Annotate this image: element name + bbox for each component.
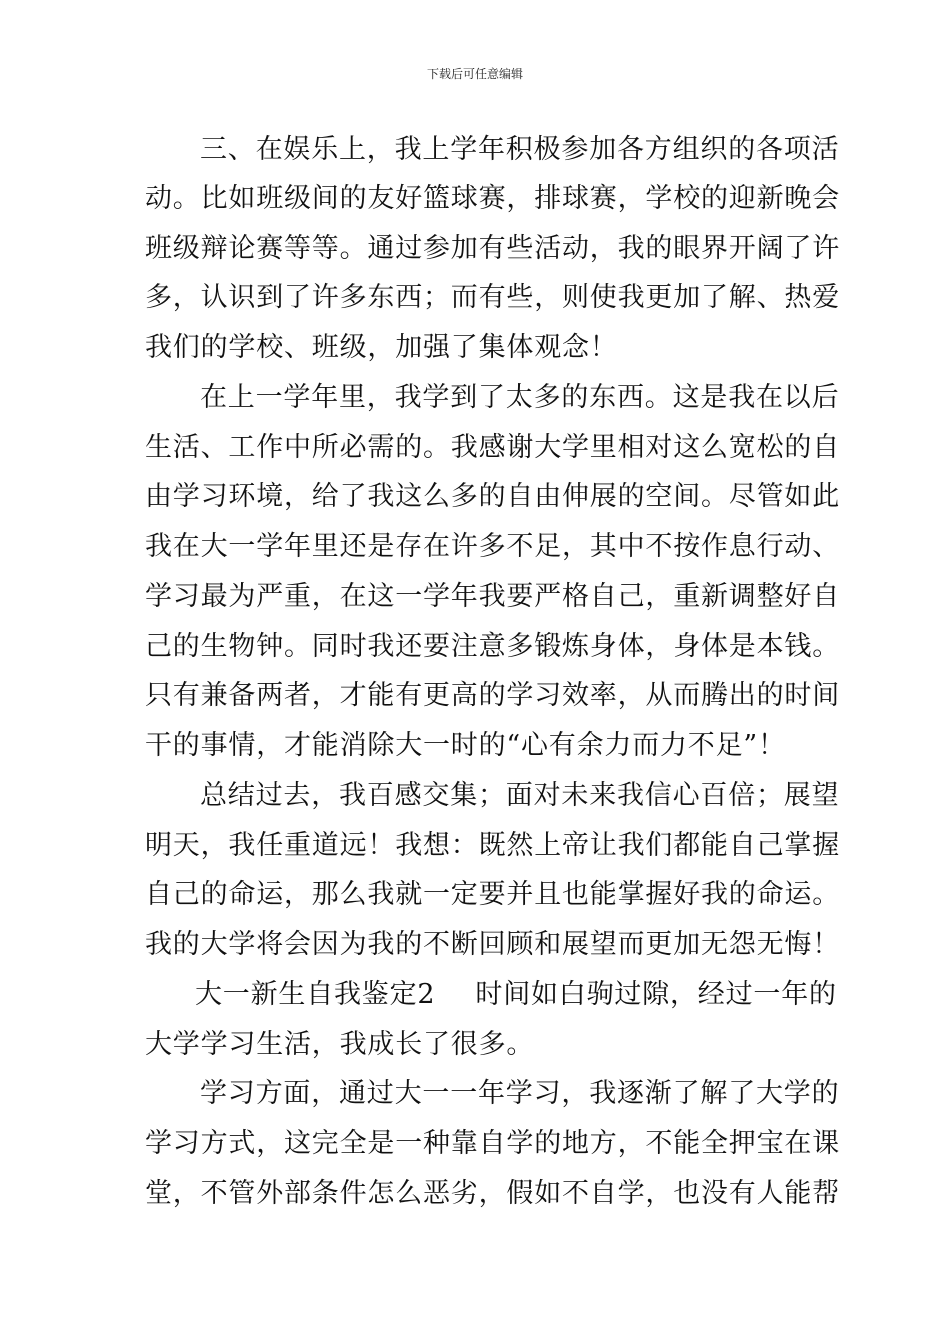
body-line-21: 学习方式，这完全是一种靠自学的地方，不能全押宝在课: [145, 1128, 840, 1159]
body-line-1: 三、在娱乐上，我上学年积极参加各方组织的各项活: [200, 134, 840, 165]
body-line-17: 我的大学将会因为我的不断回顾和展望而更加无怨无悔！: [145, 929, 840, 960]
body-line-10: 学习最为严重，在这一学年我要严格自己，重新调整好自: [145, 581, 840, 612]
body-line-22: 堂，不管外部条件怎么恶劣，假如不自学，也没有人能帮: [145, 1178, 840, 1209]
body-line-20: 学习方面，通过大一一年学习，我逐渐了解了大学的: [200, 1078, 840, 1109]
body-line-18: [195, 978, 837, 1012]
body-line-14: 总结过去，我百感交集；面对未来我信心百倍；展望: [200, 780, 840, 811]
section-lead-text: 时间如白驹过隙，经过一年的: [475, 979, 837, 1010]
body-line-5: 我们的学校、班级，加强了集体观念！: [145, 332, 618, 363]
body-line-3: 班级辩论赛等等。通过参加有些活动，我的眼界开阔了许: [145, 233, 840, 264]
body-line-12: 只有兼备两者，才能有更高的学习效率，从而腾出的时间: [145, 680, 840, 711]
body-line-2: 动。比如班级间的友好篮球赛，排球赛，学校的迎新晚会: [145, 183, 840, 214]
body-line-6: 在上一学年里，我学到了太多的东西。这是我在以后: [200, 382, 840, 413]
body-line-8: 由学习环境，给了我这么多的自由伸展的空间。尽管如此: [145, 481, 840, 512]
body-line-4: 多，认识到了许多东西；而有些，则使我更加了解、热爱: [145, 282, 840, 313]
body-line-13: 干的事情，才能消除大一时的“心有余力而力不足”！: [145, 730, 786, 761]
body-line-9: 我在大一学年里还是存在许多不足，其中不按作息行动、: [145, 531, 840, 562]
body-line-7: 生活、工作中所必需的。我感谢大学里相对这么宽松的自: [145, 432, 840, 463]
page-header: 下载后可任意编辑: [426, 67, 523, 81]
body-line-11: 己的生物钟。同时我还要注意多锻炼身体，身体是本钱。: [145, 631, 840, 662]
body-line-16: 自己的命运，那么我就一定要并且也能掌握好我的命运。: [145, 879, 840, 910]
body-line-19: 大学学习生活，我成长了很多。: [145, 1029, 535, 1060]
section-heading: 大一新生自我鉴定2: [195, 979, 436, 1010]
body-line-15: 明天，我任重道远！我想：既然上帝让我们都能自己掌握: [145, 830, 840, 861]
